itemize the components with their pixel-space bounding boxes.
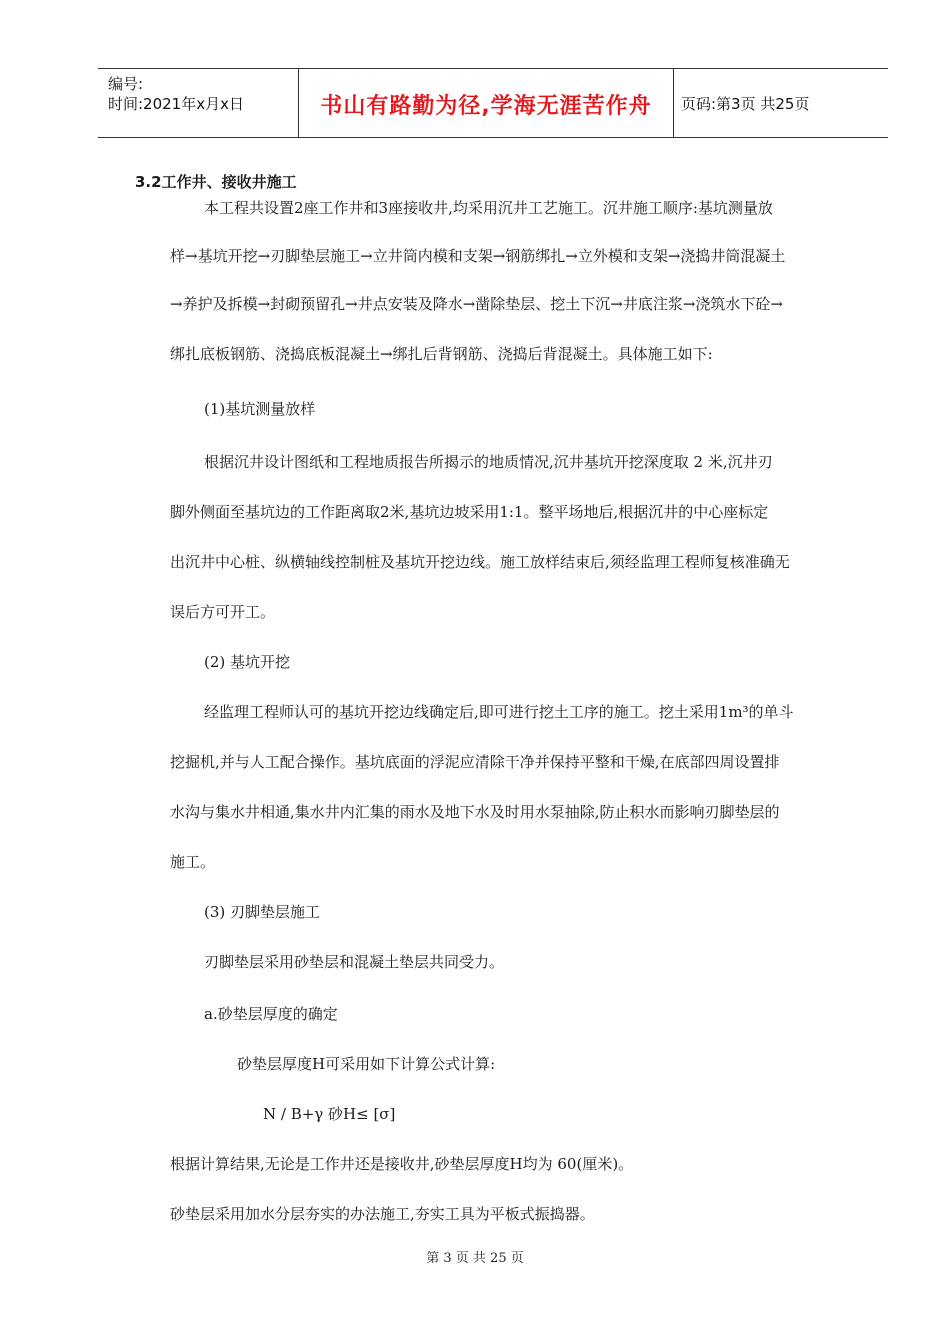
subsection-title: (1)基坑测量放样 bbox=[204, 400, 316, 418]
intro-line: 本工程共设置2座工作井和3座接收井,均采用沉井工艺施工。沉井施工顺序:基坑测量放 bbox=[204, 199, 773, 217]
subsection-item-title: a.砂垫层厚度的确定 bbox=[204, 1005, 338, 1023]
body-line: 经监理工程师认可的基坑开挖边线确定后,即可进行挖土工序的施工。挖土采用1m³的单斗 bbox=[204, 703, 794, 721]
body-line: 挖掘机,并与人工配合操作。基坑底面的浮泥应清除干净并保持平整和干燥,在底部四周设置排 bbox=[170, 753, 780, 771]
time-label: 时间:2021年x月x日 bbox=[108, 95, 244, 113]
section-title: 3.2工作井、接收井施工 bbox=[135, 173, 297, 191]
subsection-title: (3) 刃脚垫层施工 bbox=[204, 903, 321, 921]
intro-line: 样→基坑开挖→刃脚垫层施工→立井筒内模和支架→钢筋绑扎→立外模和支架→浇捣井筒混凝土 bbox=[170, 247, 786, 265]
body-line: 根据计算结果,无论是工作井还是接收井,砂垫层厚度H均为 60(厘米)。 bbox=[170, 1155, 634, 1173]
intro-line: 绑扎底板钢筋、浇捣底板混凝土→绑扎后背钢筋、浇捣后背混凝土。具体施工如下: bbox=[170, 345, 713, 363]
body-line: 根据沉井设计图纸和工程地质报告所揭示的地质情况,沉井基坑开挖深度取 2 米,沉井刃 bbox=[204, 453, 773, 471]
page-footer: 第 3 页 共 25 页 bbox=[426, 1251, 524, 1266]
formula: N / B+γ 砂H≤ [σ] bbox=[263, 1105, 396, 1123]
header-motto: 书山有路勤为径,学海无涯苦作舟 bbox=[320, 94, 652, 119]
body-line: 水沟与集水井相通,集水井内汇集的雨水及地下水及时用水泵抽除,防止积水而影响刃脚垫层的 bbox=[170, 803, 780, 821]
formula-intro: 砂垫层厚度H可采用如下计算公式计算: bbox=[237, 1055, 496, 1073]
header-motto-cell bbox=[298, 69, 674, 137]
body-line: 施工。 bbox=[170, 853, 216, 871]
header-page-code: 页码:第3页 共25页 bbox=[681, 95, 810, 113]
subsection-title: (2) 基坑开挖 bbox=[204, 653, 291, 671]
header-page-cell bbox=[673, 69, 888, 137]
intro-line: →养护及拆模→封砌预留孔→井点安装及降水→凿除垫层、挖土下沉→井底注浆→浇筑水下砼→ bbox=[170, 295, 783, 313]
body-line: 误后方可开工。 bbox=[170, 603, 276, 621]
doc-number-label: 编号: bbox=[108, 75, 144, 93]
body-line: 脚外侧面至基坑边的工作距离取2米,基坑边坡采用1:1。整平场地后,根据沉井的中心座标定 bbox=[170, 503, 769, 521]
page-header bbox=[98, 68, 888, 138]
body-line: 出沉井中心桩、纵横轴线控制桩及基坑开挖边线。施工放样结束后,须经监理工程师复核准确无 bbox=[170, 553, 790, 571]
body-line: 刃脚垫层采用砂垫层和混凝土垫层共同受力。 bbox=[204, 953, 505, 971]
body-line: 砂垫层采用加水分层夯实的办法施工,夯实工具为平板式振捣器。 bbox=[170, 1205, 595, 1223]
header-meta-cell bbox=[98, 69, 298, 137]
